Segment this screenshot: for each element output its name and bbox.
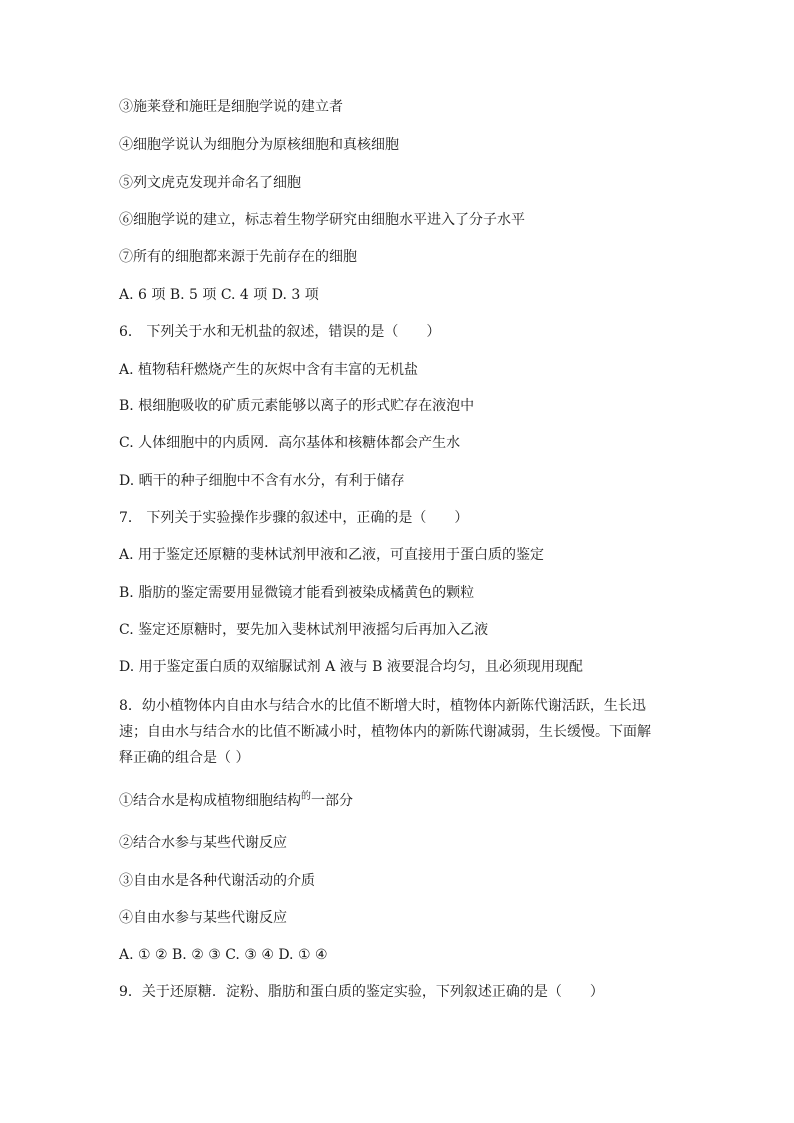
q8-stem-line-1: 8．幼小植物体内自由水与结合水的比值不断增大时，植物体内新陈代谢活跃，生长迅 (119, 698, 646, 714)
q8-stem-line-2: 速；自由水与结合水的比值不断减小时，植物体内的新陈代谢减弱，生长缓慢。下面解 (119, 724, 651, 740)
statement-5: ⑤列文虎克发现并命名了细胞 (119, 175, 301, 191)
q6-option-a: A. 植物秸秆燃烧产生的灰烬中含有丰富的无机盐 (119, 362, 419, 378)
q8-statement-3: ③自由水是各种代谢活动的介质 (119, 873, 315, 889)
statement-3: ③施莱登和施旺是细胞学说的建立者 (119, 99, 343, 115)
q8-statement-1-superscript: 的 (301, 791, 311, 802)
q8-statement-1 (119, 792, 353, 812)
q9-stem: 9．关于还原糖．淀粉、脂肪和蛋白质的鉴定实验，下列叙述正确的是（ ） (119, 984, 604, 1000)
q7-option-c: C. 鉴定还原糖时，要先加入斐林试剂甲液摇匀后再加入乙液 (119, 622, 489, 638)
q7-option-a: A. 用于鉴定还原糖的斐林试剂甲液和乙液，可直接用于蛋白质的鉴定 (119, 547, 545, 563)
q8-statement-1-part-a: ①结合水是构成植物细胞结构 (119, 793, 301, 809)
statement-7: ⑦所有的细胞都来源于先前存在的细胞 (119, 249, 357, 265)
q8-stem (119, 693, 679, 771)
q7-option-b: B. 脂肪的鉴定需要用显微镜才能看到被染成橘黄色的颗粒 (119, 585, 475, 601)
statement-4: ④细胞学说认为细胞分为原核细胞和真核细胞 (119, 137, 399, 153)
q6-option-c: C. 人体细胞中的内质网．高尔基体和核糖体都会产生水 (119, 435, 461, 451)
statement-6: ⑥细胞学说的建立，标志着生物学研究由细胞水平进入了分子水平 (119, 212, 525, 228)
q6-stem: 6． 下列关于水和无机盐的叙述，错误的是（ ） (119, 324, 441, 340)
q8-statement-2: ②结合水参与某些代谢反应 (119, 835, 287, 851)
q8-stem-line-3: 释正确的组合是（ ） (119, 750, 250, 766)
q7-option-d: D. 用于鉴定蛋白质的双缩脲试剂 A 液与 B 液要混合均匀，且必须现用现配 (119, 659, 583, 675)
q8-statement-4: ④自由水参与某些代谢反应 (119, 910, 287, 926)
q6-option-b: B. 根细胞吸收的矿质元素能够以离子的形式贮存在液泡中 (119, 398, 475, 414)
q8-statement-1-part-b: 一部分 (311, 793, 353, 809)
q7-stem: 7． 下列关于实验操作步骤的叙述中，正确的是（ ） (119, 510, 469, 526)
q5-options: A. 6 项 B. 5 项 C. 4 项 D. 3 项 (119, 287, 319, 303)
q8-options: A. ① ② B. ② ③ C. ③ ④ D. ① ④ (119, 947, 328, 963)
q6-option-d: D. 晒干的种子细胞中不含有水分，有利于储存 (119, 473, 405, 489)
